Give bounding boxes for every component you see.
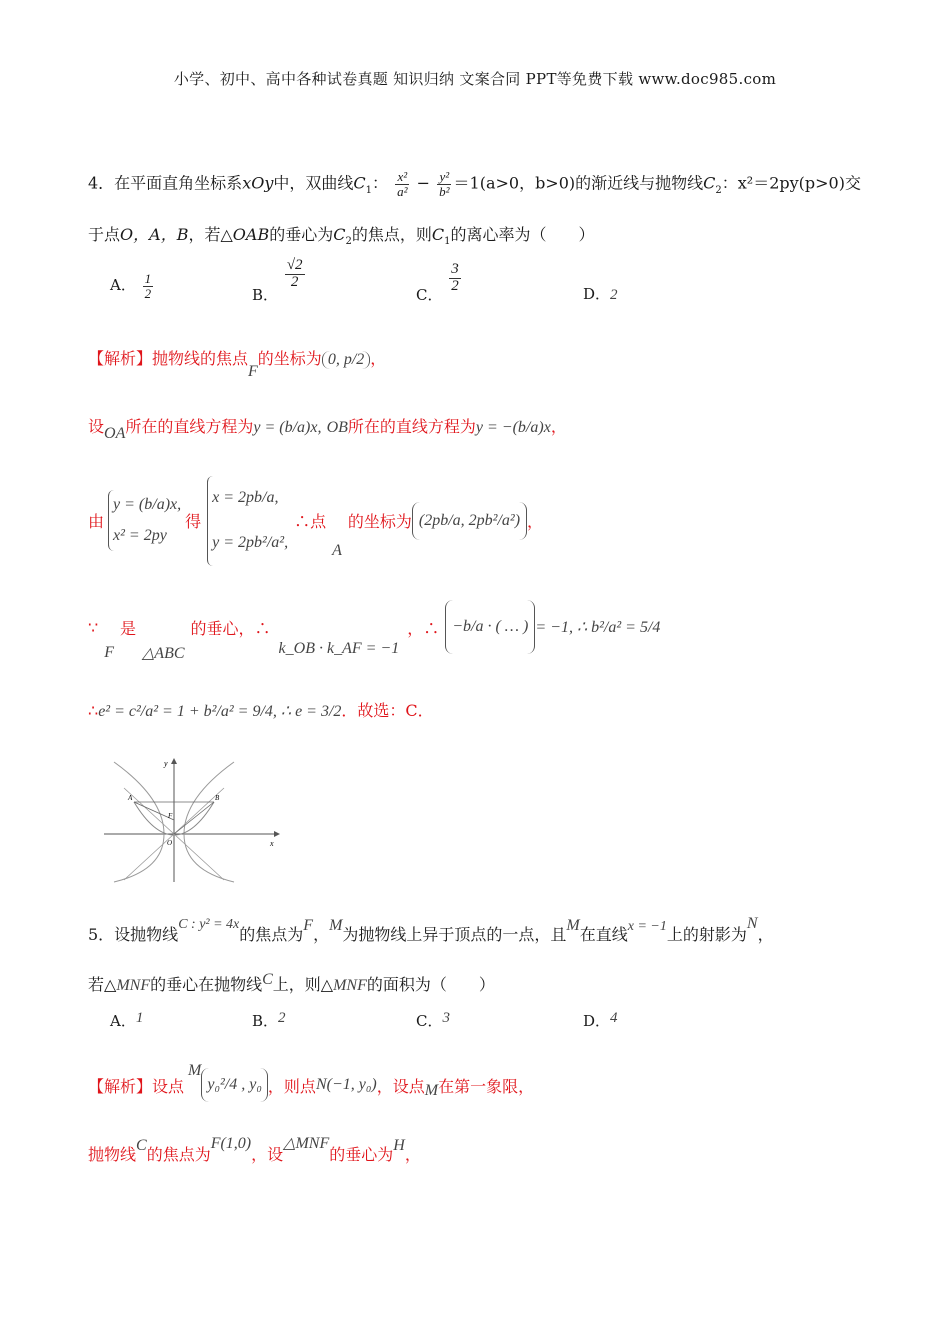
sol4-l4-so: ，∴ (407, 618, 440, 638)
label-O: O (167, 839, 173, 847)
q5-l1-c: ， (313, 925, 330, 944)
sol5-l1-a: ，则点 (267, 1076, 316, 1096)
q4-c2b: C (333, 225, 346, 244)
coordinate-M: y₀²/4 , y₀ (201, 1068, 268, 1102)
q4-intro: 4．在平面直角坐标系 (88, 173, 243, 193)
label-y: y (164, 759, 168, 768)
equation-OB: y = −(b/a)x (475, 419, 551, 436)
q5-l2-d: 的面积为（ ） (366, 975, 495, 994)
option-value: 4 (610, 1010, 618, 1026)
sol5-l2-c: ，设 (251, 1145, 284, 1164)
q5-line2 (88, 972, 495, 995)
q4-c2-sub: 2 (715, 184, 722, 196)
label-B: B (215, 794, 220, 802)
q4-option-b[interactable] (252, 257, 307, 305)
q4-c1: C (353, 173, 366, 193)
q4-option-d[interactable] (583, 283, 618, 304)
solution-y: y = 2pb²/a², (212, 533, 289, 551)
triangle-MNF: MNF (333, 977, 367, 994)
q4-l2-a: 于点 (88, 225, 121, 244)
sol5-l1-b: ，设点 (376, 1076, 425, 1096)
q4-parabola: ：x²＝2py(p>0)交 (721, 173, 861, 193)
sol4-l2-end: ， (550, 417, 567, 436)
parabola-C: C (262, 971, 273, 988)
sol4-l2-b: 所在的直线方程为 (125, 417, 254, 436)
sol4-l3-end: ， (527, 512, 544, 532)
q5-option-d[interactable] (583, 1010, 618, 1031)
q5-l2-c: 上，则△ (272, 975, 334, 994)
q4-line2 (88, 222, 595, 247)
label-x: x (270, 839, 274, 848)
q5-l1-d: 为抛物线上异于顶点的一点，且 (342, 925, 567, 944)
point-F: F (104, 644, 114, 661)
option-letter: D． (583, 1012, 611, 1030)
option-value: 2 (610, 287, 618, 303)
q4-l2-e: 的离心率为（ ） (450, 225, 595, 244)
analysis-label: 【解析】抛物线的焦点 (88, 349, 249, 368)
sol4-l2-a: 设 (88, 417, 105, 436)
option-fraction: $\frac{√2}{2}$ (286, 257, 303, 290)
focus-F: F (248, 363, 258, 380)
option-fraction: $\frac{3}{2}$ (451, 261, 459, 294)
triangle-MNF: △MNF (283, 1135, 330, 1152)
option-letter: A． (110, 276, 136, 295)
q4-xoy: xOy (242, 173, 274, 193)
label-F: F (168, 812, 173, 820)
q4-l2-d: 的焦点，则 (351, 225, 432, 244)
point-N: N (746, 915, 758, 932)
system-eq2: x² = 2py (113, 526, 167, 544)
option-fraction: $\frac{1}{2}$ (144, 271, 152, 301)
system-eq1: y = (b/a)x, (113, 496, 182, 514)
sol5-l1-c: 在第一象限， (438, 1076, 535, 1096)
segment-BO (174, 802, 214, 834)
q4-l2-c: 的垂心为 (269, 225, 334, 244)
directrix-line: x = −1 (627, 919, 667, 934)
hyperbola-y-term: $\frac{\text{y²}}{\text{b²}}$ (439, 169, 450, 199)
option-value: 2 (278, 1010, 286, 1026)
q4-c1b-sub: 1 (444, 236, 451, 248)
x-axis-arrow (274, 831, 280, 837)
hyperbola-parabola-figure (104, 758, 284, 884)
focus-coordinate: F(1,0) (210, 1135, 252, 1152)
sol5-l2-b: 的焦点为 (146, 1145, 211, 1164)
solution-x: x = 2pb/a, (212, 489, 279, 506)
q5-l2-a: 若△ (88, 975, 117, 994)
sol5-l2-e: ， (404, 1145, 421, 1164)
q4-line1: 4．在平面直角坐标系xOy中，双曲线$C_1$： $\frac{\text{x²}}{\text{a²}}$ − $\frac{\text{y²}}{\text{b²}}$ ＝1(a>0，b>0)的渐近线与抛物线$C_2$：x²＝2py(p>0)交 (88, 169, 861, 199)
q5-option-c[interactable] (416, 1010, 450, 1031)
point-M: M (329, 917, 343, 934)
sol4-l4-ortho: 的垂心，∴ (190, 618, 271, 638)
sol4-line2 (88, 414, 567, 442)
focus-F: F (303, 917, 314, 934)
q5-intro: 5．设抛物线 (88, 925, 179, 944)
point-A: A (332, 541, 342, 559)
triangle-ABC: △ABC (141, 645, 185, 662)
analysis-label: 【解析】设点 (88, 1076, 185, 1096)
q4-text: 中，双曲线 (273, 173, 354, 193)
q5-option-b[interactable] (252, 1010, 286, 1031)
hyperbola-right-branch (184, 762, 234, 882)
q5-option-a[interactable] (110, 1010, 143, 1031)
q4-c2: C (703, 173, 716, 193)
sol4-line3 (88, 476, 543, 566)
equation-OA: y = (b/a)x, (253, 419, 322, 436)
option-letter: B． (252, 1012, 279, 1030)
line-OB: OB (326, 419, 348, 436)
sol4-l3-b: 得 (185, 512, 202, 532)
sol4-l2-c: 所在的直线方程为 (347, 417, 476, 436)
therefore-symbol: ∴ (88, 701, 99, 720)
option-letter: C． (416, 1012, 443, 1030)
sol4-l3-d: 的坐标为 (347, 512, 412, 532)
q5-line1 (88, 915, 774, 945)
eccentricity-equation: e² = c²/a² = 1 + b²/a² = 9/4, ∴ e = 3/2 (98, 703, 342, 720)
sol4-l4-is: 是 (119, 618, 136, 638)
orthocenter-H: H (393, 1137, 405, 1154)
q4-oab: OAB (232, 225, 270, 244)
q5-l2-b: 的垂心在抛物线 (150, 975, 263, 994)
option-value: 1 (135, 1010, 144, 1026)
sol5-line2 (88, 1135, 421, 1165)
hyperbola-x-term: $\frac{\text{x²}}{\text{a²}}$ (397, 169, 408, 199)
sol5-line1 (88, 1062, 535, 1102)
q5-l1-g: ， (757, 925, 774, 944)
ratio-result: = −1, ∴ b²/a² = 5/4 (535, 619, 661, 636)
label-A: A (128, 794, 133, 802)
sol4-l3-a: 由 (88, 512, 105, 532)
q4-eq-rest: ＝1(a>0，b>0)的渐近线与抛物线 (453, 173, 704, 193)
sol5-l2-d: 的垂心为 (329, 1145, 394, 1164)
q4-l2-b: ，若△ (188, 225, 233, 244)
option-letter: C． (416, 286, 443, 305)
y-axis-arrow (171, 758, 177, 764)
q4-c1-sub: 1 (365, 184, 373, 196)
q4-c2b-sub: 2 (345, 236, 352, 248)
point-M: M (566, 917, 580, 934)
sol5-l2-a: 抛物线 (88, 1145, 137, 1164)
q4-option-c[interactable] (416, 261, 463, 305)
q4-colon: ： (372, 173, 389, 193)
q5-l1-e: 在直线 (579, 925, 628, 944)
q5-l1-b: 的焦点为 (239, 925, 304, 944)
hyperbola-left-branch (114, 762, 164, 882)
coordinate-N: N(−1, y₀) (315, 1076, 377, 1093)
coordinate-A: (2pb/a, 2pb²/a²) (412, 502, 527, 540)
answer-choice: ．故选：C． (341, 701, 434, 720)
page-header: 小学、初中、高中各种试卷真题 知识归纳 文案合同 PPT等免费下载 www.doc985.com (173, 70, 777, 88)
point-M: M (424, 1082, 439, 1099)
slope-expression: −b/a · ( … ) (445, 600, 535, 654)
option-value: 3 (442, 1010, 450, 1026)
slope-product: k_OB · k_AF = −1 (278, 640, 400, 657)
sol4-line4 (88, 600, 661, 662)
focus-coordinate: 0, p/2 (322, 351, 370, 369)
sol4-line5 (88, 698, 434, 721)
option-letter: B． (252, 286, 279, 305)
sol4-l1-mid: 的坐标为 (257, 349, 322, 368)
option-letter: A． (110, 1012, 136, 1030)
line-OA: OA (104, 425, 126, 442)
triangle-MNF: MNF (116, 977, 151, 994)
q4-points: O，A，B (120, 225, 189, 244)
parabola-equation: C : y² = 4x (178, 917, 240, 932)
option-letter: D． (583, 285, 611, 303)
parabola-C: C (136, 1137, 147, 1154)
system-of-equations (108, 490, 181, 551)
solution-system (207, 476, 288, 566)
q4-c1b: C (431, 225, 445, 244)
point-M: M (188, 1062, 202, 1079)
q4-option-a[interactable] (110, 272, 155, 300)
sol4-l3-c: ∴点 (294, 512, 327, 532)
sol4-line1 (88, 346, 387, 380)
sol4-l1-end: ， (370, 349, 387, 368)
because-symbol: ∵ (88, 617, 99, 637)
q5-l1-f: 上的射影为 (666, 925, 747, 944)
